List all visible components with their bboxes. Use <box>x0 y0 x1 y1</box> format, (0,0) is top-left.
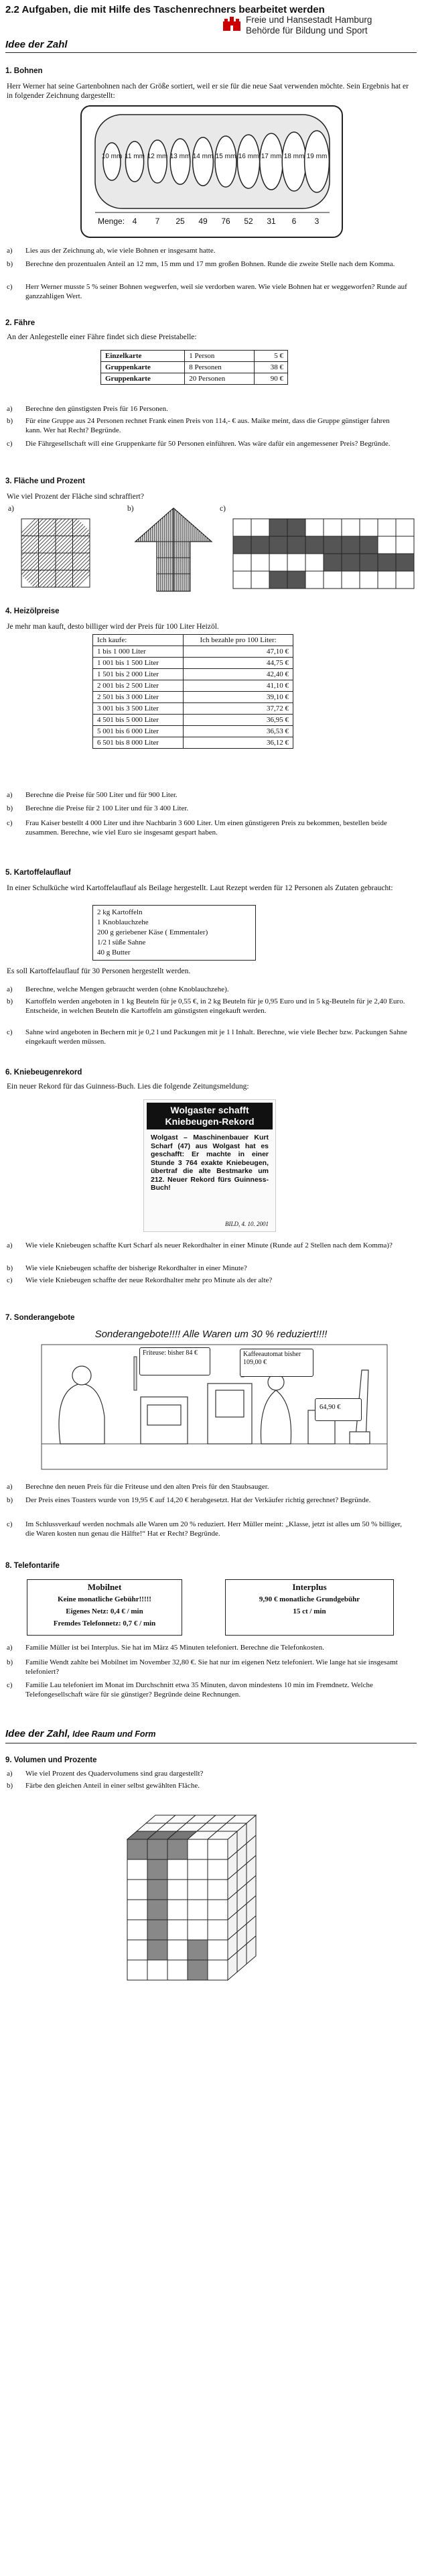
cube-face <box>127 1880 147 1900</box>
grid-cell <box>378 536 396 554</box>
clipping-source: BILD, 4. 10. 2001 <box>225 1221 269 1227</box>
cube-face <box>167 1859 188 1880</box>
task-1c: c) Herr Werner musste 5 % seiner Bohnen wegwerfen, weil sie verdorben waren. Wie viele Bohnen hat er weggeworfen? Runde auf ganzzahligen Wert. <box>7 283 407 300</box>
cube-face <box>147 1859 167 1880</box>
task-5a: a) Berechne, welche Mengen gebraucht werden (ohne Knoblauchzehe). <box>7 985 229 993</box>
price-tag-friteuse: Friteuse: bisher 84 € <box>139 1347 210 1375</box>
cube-face <box>127 1859 147 1880</box>
ingredient: 2 kg Kartoffeln <box>97 908 143 916</box>
grid-cell <box>396 554 414 571</box>
grid-cell <box>342 536 360 554</box>
menge-label: Menge: <box>98 217 125 226</box>
authority-line2: Behörde für Bildung und Sport <box>246 25 368 36</box>
task-1-heading: 1. Bohnen <box>5 67 43 75</box>
bean-shape <box>215 136 236 187</box>
table-row: 1 001 bis 1 500 Liter 44,75 € <box>93 658 293 669</box>
task-5c: c) Sahne wird angeboten in Bechern mit je 0,2 l und Packungen mit je 1 l Inhalt. Berechne, wie viele Becher bzw. Packungen Sahne eingekauft werden müssen. <box>7 1028 407 1046</box>
cube-face <box>127 1960 147 1980</box>
clipping-headline: Wolgaster schafft Kniebeugen-Rekord <box>147 1103 273 1129</box>
grid-cell <box>360 554 378 571</box>
task-8b: b) Familie Wendt zahlte bei Mobilnet im November 32,80 €. Sie hat nur im eigenen Netz telefoniert. Wie lange hat sie insgesamt telefoniert? <box>7 1658 398 1676</box>
clipping-text: Wolgast – Maschinenbauer Kurt Scharf (47) aus Wolgast hat es geschafft: Er machte in einer Stunde 3 764 exakte Kniebeugen, übertraf die alte Bestmarke um 212. Neuer Rekord fürs Guinness-Buch! <box>151 1133 269 1192</box>
bean-shape <box>125 141 143 182</box>
grid-cell <box>324 554 342 571</box>
hamburg-castle-icon <box>222 15 242 32</box>
grid-cell <box>233 554 251 571</box>
task-2c: c) Die Fährgesellschaft will eine Gruppenkarte für 50 Personen einführen. Was wäre dafür ein angemessener Preis? Begründe. <box>7 440 391 448</box>
divider <box>5 52 417 53</box>
grid-cell <box>360 536 378 554</box>
bean-shape <box>103 143 121 180</box>
task-9-heading: 9. Volumen und Prozente <box>5 1756 97 1764</box>
grid-cell <box>378 571 396 589</box>
ingredient: 200 g geriebener Käse ( Emmentaler) <box>97 928 208 936</box>
bean-count: 6 <box>291 217 297 226</box>
task-5-intro: In einer Schulküche wird Kartoffelauflauf als Beilage hergestellt. Laut Rezept werden für 12 Personen als Zutaten gebraucht: <box>7 884 393 892</box>
grid-cell <box>360 571 378 589</box>
bean-size-label: 17 mm <box>261 153 282 160</box>
bean-count: 25 <box>175 217 185 226</box>
grid-cell <box>360 519 378 536</box>
authority-logo <box>246 15 417 36</box>
grid-cell <box>287 554 305 571</box>
figure-b-arrow <box>134 507 213 593</box>
grid-cell <box>251 571 269 589</box>
cube-face <box>188 1920 208 1940</box>
cube-face <box>188 1960 208 1980</box>
section-title-raum-form: Idee der Zahl, Idee Raum und Form <box>5 1728 156 1739</box>
bean-count: 31 <box>267 217 276 226</box>
task-2a: a) Berechne den günstigsten Preis für 16 Personen. <box>7 405 168 413</box>
grid-cell <box>287 536 305 554</box>
bean-count: 52 <box>244 217 253 226</box>
table-row: 6 501 bis 8 000 Liter 36,12 € <box>93 737 293 749</box>
label-c: c) <box>220 505 226 513</box>
grid-cell <box>269 571 287 589</box>
label-a: a) <box>8 505 14 513</box>
bean-size-label: 18 mm <box>283 153 305 160</box>
task-8a: a) Familie Müller ist bei Interplus. Sie hat im März 45 Minuten telefoniert. Berechne die Telefonkosten. <box>7 1644 324 1652</box>
cube-face <box>147 1880 167 1900</box>
bean-size-label: 12 mm <box>147 153 168 160</box>
tariff-line: 9,90 € monatliche Grundgebühr <box>259 1595 360 1603</box>
price-tag-staubsauger: 64,90 € <box>315 1398 362 1421</box>
grid-cell <box>233 519 251 536</box>
tariff-mobilnet <box>27 1579 182 1636</box>
cube-face <box>208 1880 228 1900</box>
task-7b: b) Der Preis eines Toasters wurde von 19,95 € auf 14,20 € herabgesetzt. Hat der Verkäufer richtig gerechnet? Begründe. <box>7 1496 371 1504</box>
page-header <box>5 4 417 36</box>
task-2-heading: 2. Fähre <box>5 319 36 327</box>
ingredient: 1/2 l süße Sahne <box>97 938 146 946</box>
task-7c: c) Im Schlussverkauf werden nochmals alle Waren um 20 % reduziert. Herr Müller meint: „Klasse, jetzt ist alles um 50 % billiger, die Waren kosten nun genau die Hälfte!“ Hat er Recht? Begründe. <box>7 1520 403 1538</box>
grid-cell <box>324 571 342 589</box>
cube-face <box>188 1940 208 1960</box>
cube-face <box>188 1839 208 1859</box>
bean-size-label: 10 mm <box>101 153 123 160</box>
task-6b: b) Wie viele Kniebeugen schaffte der bisherige Rekordhalter in einer Minute? <box>7 1264 247 1272</box>
grid-cell <box>305 519 324 536</box>
bean-shape <box>148 140 167 183</box>
bean-shape <box>170 139 190 184</box>
task-4c: c) Frau Kaiser bestellt 4 000 Liter und ihre Nachbarin 3 600 Liter. Um einen günstigeren Preis zu bekommen, bestellen beide zusammen. Berechne, wie viel Euro sie insgesamt gespart haben. <box>7 819 387 837</box>
cube-face <box>188 1900 208 1920</box>
figure-c-grid <box>232 517 415 590</box>
task-4-heading: 4. Heizölpreise <box>5 607 60 615</box>
bean-count: 7 <box>155 217 160 226</box>
task-9a: a) Wie viel Prozent des Quadervolumens sind grau dargestellt? <box>7 1770 204 1778</box>
grid-cell <box>396 519 414 536</box>
grid-cell <box>251 519 269 536</box>
tariff-interplus <box>225 1579 394 1636</box>
cube-face <box>127 1900 147 1920</box>
label-b: b) <box>127 505 134 513</box>
figure-a-octagon <box>19 516 92 590</box>
cube-face <box>167 1839 188 1859</box>
task-6a: a) Wie viele Kniebeugen schaffte Kurt Scharf als neuer Rekordhalter in einer Minute (Runde auf 2 Stellen nach dem Komma)? <box>7 1241 393 1249</box>
grid-cell <box>324 536 342 554</box>
grid-cell <box>269 536 287 554</box>
grid-cell <box>251 536 269 554</box>
cube-face <box>147 1839 167 1859</box>
table-row: Gruppenkarte 20 Personen 90 € <box>101 373 288 385</box>
bean-size-label: 16 mm <box>238 153 259 160</box>
task-1b: b) Berechne den prozentualen Anteil an 12 mm, 15 mm und 17 mm großen Bohnen. Runde die zweite Stelle nach dem Komma. <box>7 260 395 268</box>
cube-face <box>208 1900 228 1920</box>
task-1a: a) Lies aus der Zeichnung ab, wie viele Bohnen er insgesamt hatte. <box>7 247 216 255</box>
table-header-row: Ich kaufe: Ich bezahle pro 100 Liter: <box>93 635 293 646</box>
grid-cell <box>269 554 287 571</box>
bean-count: 76 <box>221 217 230 226</box>
grid-cell <box>324 519 342 536</box>
grid-cell <box>287 519 305 536</box>
table-row: Einzelkarte 1 Person 5 € <box>101 351 288 362</box>
task-7-heading: 7. Sonderangebote <box>5 1314 75 1322</box>
bean-shape <box>237 135 259 188</box>
grid-cell <box>342 571 360 589</box>
task-4-intro: Je mehr man kauft, desto billiger wird der Preis für 100 Liter Heizöl. <box>7 623 219 631</box>
bean-shape <box>260 133 283 190</box>
grid-cell <box>396 536 414 554</box>
cube-face <box>127 1940 147 1960</box>
task-7a: a) Berechne den neuen Preis für die Friteuse und den alten Preis für den Staubsauger. <box>7 1483 269 1491</box>
authority-line1: Freie und Hansestadt Hamburg <box>246 15 372 25</box>
price-tag-kaffeeautomat: Kaffeeautomat bisher 109,00 € <box>240 1349 313 1377</box>
cube-face <box>188 1859 208 1880</box>
task-8-heading: 8. Telefontarife <box>5 1562 60 1570</box>
table-row: Gruppenkarte 8 Personen 38 € <box>101 362 288 373</box>
bean-size-label: 19 mm <box>306 153 328 160</box>
grid-cell <box>342 554 360 571</box>
task-5-heading: 5. Kartoffelauflauf <box>5 869 71 877</box>
cube-face <box>208 1839 228 1859</box>
grid-cell <box>233 536 251 554</box>
grid-cell <box>378 519 396 536</box>
ingredient: 1 Knoblauchzehe <box>97 918 149 926</box>
tariff-title: Mobilnet <box>87 1582 122 1592</box>
task-3-intro: Wie viel Prozent der Fläche sind schraffiert? <box>7 493 144 501</box>
grid-cell <box>396 571 414 589</box>
cube-face <box>208 1940 228 1960</box>
task-6c: c) Wie viele Kniebeugen schaffte der neue Rekordhalter mehr pro Minute als der alte? <box>7 1276 273 1284</box>
task-3-heading: 3. Fläche und Prozent <box>5 477 85 485</box>
grid-cell <box>251 554 269 571</box>
grid-cell <box>342 519 360 536</box>
task-6-heading: 6. Kniebeugenrekord <box>5 1068 82 1077</box>
table-row: 1 bis 1 000 Liter 47,10 € <box>93 646 293 658</box>
table-row: 4 501 bis 5 000 Liter 36,95 € <box>93 715 293 726</box>
cube-face <box>167 1940 188 1960</box>
tariff-line: Eigenes Netz: 0,4 € / min <box>66 1607 143 1615</box>
ferry-price-table <box>100 350 288 385</box>
grid-cell <box>287 571 305 589</box>
cube-face <box>147 1940 167 1960</box>
bean-shape <box>282 132 306 191</box>
cube-face <box>167 1900 188 1920</box>
task-6-intro: Ein neuer Rekord für das Guinness-Buch. Lies die folgende Zeitungsmeldung: <box>7 1083 249 1091</box>
cube-face <box>208 1960 228 1980</box>
tariff-line: Keine monatliche Gebühr!!!!! <box>58 1595 151 1603</box>
oil-price-table <box>92 634 293 749</box>
cube-face <box>167 1880 188 1900</box>
cube-face <box>147 1920 167 1940</box>
bean-count: 49 <box>198 217 208 226</box>
bean-count: 4 <box>132 217 137 226</box>
task-2b: b) Für eine Gruppe aus 24 Personen rechnet Frank einen Preis von 114,- € aus. Maike meint, dass die Gruppe günstiger fahren kann. Wer hat Recht? Begründe. <box>7 417 390 434</box>
bean-size-label: 15 mm <box>215 153 236 160</box>
cube-face <box>127 1920 147 1940</box>
cube-face <box>208 1920 228 1940</box>
task-4a: a) Berechne die Preise für 500 Liter und für 900 Liter. <box>7 791 178 799</box>
page-title: 2.2 Aufgaben, die mit Hilfe des Taschenrechners bearbeitet werden <box>5 4 325 15</box>
table-row: 5 001 bis 6 000 Liter 36,53 € <box>93 726 293 737</box>
bean-shape <box>193 137 214 186</box>
cube-face <box>147 1960 167 1980</box>
grid-cell <box>305 536 324 554</box>
cube-face <box>167 1920 188 1940</box>
task-8c: c) Familie Lau telefoniert im Monat im Durchschnitt etwa 35 Minuten, davon mindestens 10 min im Fremdnetz. Welche Telefongesellschaft wäre für sie günstiger? Begründe deine Rechnungen. <box>7 1681 373 1699</box>
task-2-intro: An der Anlegestelle einer Fähre findet sich diese Preistabelle: <box>7 333 197 341</box>
recipe-box <box>92 905 256 961</box>
tariff-line: Fremdes Telefonnetz: 0,7 € / min <box>53 1619 156 1628</box>
section-title-zahl: Idee der Zahl <box>5 39 68 50</box>
bean-count: 3 <box>314 217 320 226</box>
task-5-note: Es soll Kartoffelauflauf für 30 Personen hergestellt werden. <box>7 967 191 975</box>
bean-size-label: 14 mm <box>192 153 214 160</box>
tariff-title: Interplus <box>292 1582 327 1592</box>
task-1-intro: Herr Werner hat seine Gartenbohnen nach der Größe sortiert, weil er sie für die neue Saat verwenden möchte. Sein Ergebnis hat er in folgender Zeichnung dargestellt: <box>7 82 409 100</box>
tariff-line: 15 ct / min <box>293 1607 326 1615</box>
bean-size-label: 13 mm <box>169 153 191 160</box>
newspaper-clipping <box>143 1099 276 1232</box>
grid-cell <box>378 554 396 571</box>
cuboid-figure <box>100 1799 328 2000</box>
task-9b: b) Färbe den gleichen Anteil in einer selbst gewählten Fläche. <box>7 1782 200 1790</box>
cube-face <box>188 1880 208 1900</box>
grid-cell <box>305 571 324 589</box>
cube-face <box>208 1859 228 1880</box>
table-row: 2 001 bis 2 500 Liter 41,10 € <box>93 680 293 692</box>
sale-banner: Sonderangebote!!!! Alle Waren um 30 % reduziert!!!! <box>94 1329 328 1340</box>
grid-cell <box>305 554 324 571</box>
table-row: 2 501 bis 3 000 Liter 39,10 € <box>93 692 293 703</box>
table-row: 3 001 bis 3 500 Liter 37,72 € <box>93 703 293 715</box>
bean-size-label: 11 mm <box>125 153 145 160</box>
grid-cell <box>233 571 251 589</box>
cube-face <box>127 1839 147 1859</box>
cube-face <box>147 1900 167 1920</box>
grid-cell <box>269 519 287 536</box>
cube-face <box>167 1960 188 1980</box>
task-4b: b) Berechne die Preise für 2 100 Liter und für 3 400 Liter. <box>7 804 189 812</box>
ingredient: 40 g Butter <box>97 948 131 957</box>
task-5b: b) Kartoffeln werden angeboten in 1 kg Beuteln für je 0,55 €, in 2 kg Beuteln für je 0,95 Euro und in 5 kg-Beuteln für je 2,40 Euro. Entscheide, in welchen Beuteln die Kartoffeln am günstigsten eingekauft werden. <box>7 997 405 1015</box>
bean-shape <box>305 131 330 192</box>
table-row: 1 501 bis 2 000 Liter 42,40 € <box>93 669 293 680</box>
